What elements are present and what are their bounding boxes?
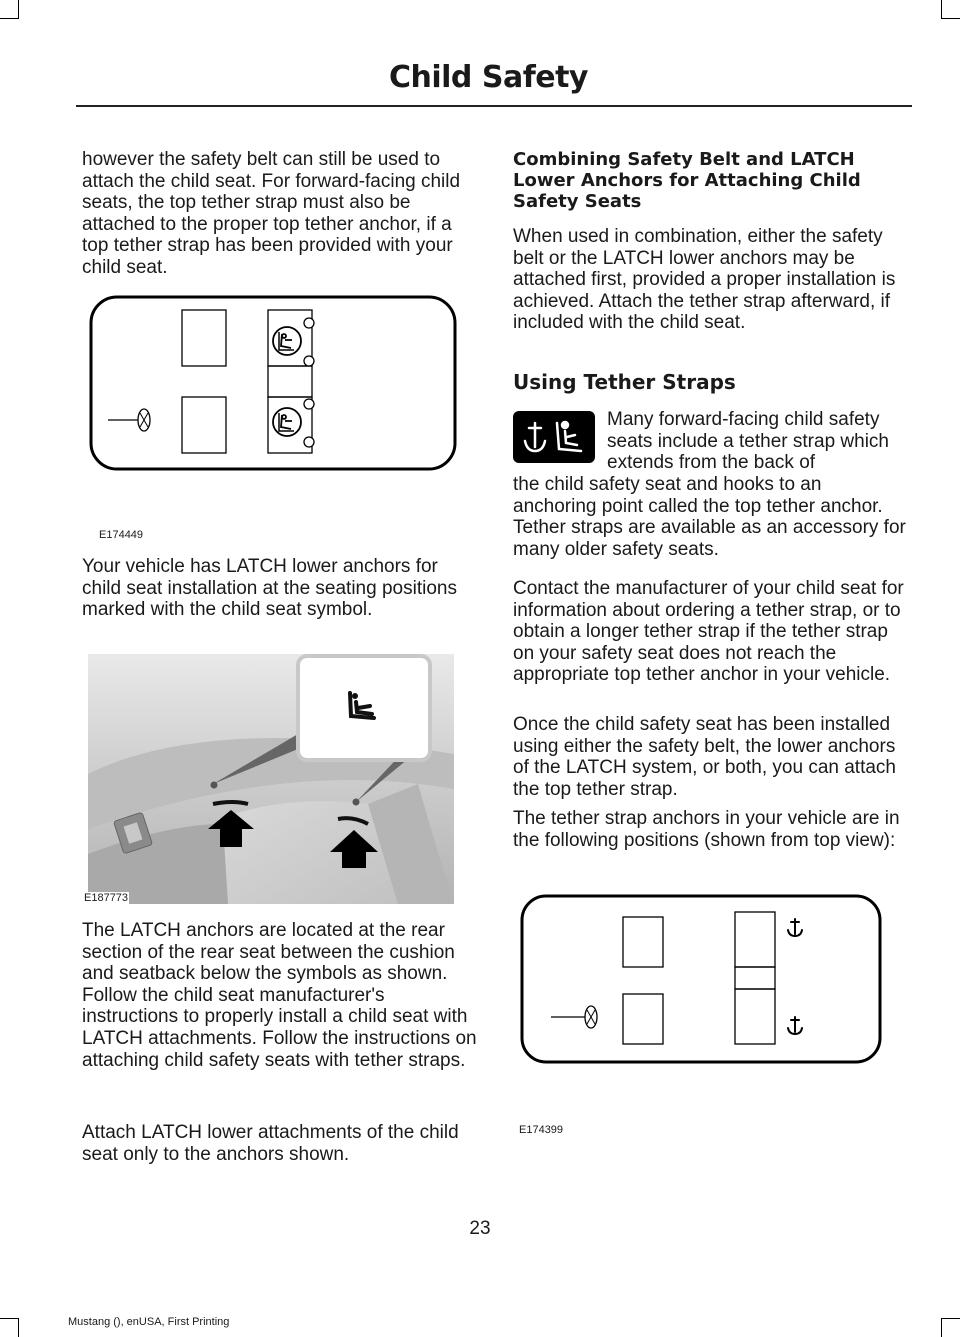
rear-seat-right (735, 989, 775, 1044)
latch-positions-diagram (88, 294, 458, 472)
edition-footer: Mustang (), enUSA, First Printing (68, 1316, 230, 1328)
rear-seat-left (182, 397, 226, 453)
left-paragraph-2: Your vehicle has LATCH lower anchors for child seat installation at the seating positions marked with the child seat symbol. (82, 556, 457, 621)
crop-mark (18, 1318, 19, 1337)
right-paragraph-2-top: Many forward-facing child safety seats include a tether strap which extends from the back of (607, 409, 889, 474)
right-paragraph-1: When used in combination, either the safety belt or the LATCH lower anchors may be attached first, provided a proper installation is achieved. Attach the tether strap afterward, if included with the child seat. (513, 226, 896, 334)
header-divider (76, 105, 912, 107)
crop-mark (941, 18, 960, 19)
rear-seat-left (623, 994, 663, 1044)
anchor-icon (788, 919, 802, 936)
right-paragraph-3: Contact the manufacturer of your child seat for information about ordering a tether strap, or to obtain a longer tether strap if the tether strap on your safety seat does not reach the appropriate top tether anchor in your vehicle. (513, 578, 904, 686)
left-paragraph-4: Attach LATCH lower attachments of the child seat only to the anchors shown. (82, 1122, 459, 1165)
section-heading: Combining Safety Belt and LATCH Lower Anchors for Attaching Child Safety Seats (513, 149, 861, 212)
left-paragraph-3: The LATCH anchors are located at the rear section of the rear seat between the cushion and seatback below the symbols as shown. Follow the child seat manufacturer's instructions to properly install a child seat with LATCH attachments. Follow the instructions on attaching child safety seats with tether straps. (82, 920, 477, 1071)
front-seat-left (623, 917, 663, 967)
tether-anchor-child-seat-icon (513, 411, 595, 463)
page-title: Child Safety (388, 60, 588, 95)
tether-anchor-positions-diagram (519, 893, 885, 1065)
figure-code: E174449 (99, 529, 144, 541)
right-paragraph-4: Once the child safety seat has been installed using either the safety belt, the lower anchors of the LATCH system, or both, you can attach the top tether strap. (513, 714, 896, 800)
crop-mark (941, 1318, 942, 1337)
crop-mark (941, 1318, 960, 1319)
crop-mark (18, 0, 19, 19)
figure-code: E174399 (519, 1124, 564, 1136)
crop-mark (941, 0, 942, 19)
page-number: 23 (469, 1218, 491, 1239)
right-paragraph-5: The tether strap anchors in your vehicle are in the following positions (shown from top view): (513, 808, 900, 851)
crop-mark (0, 18, 19, 19)
front-seat-right (735, 912, 775, 967)
child-seat-latch-icon (273, 327, 301, 355)
crop-mark (0, 1318, 19, 1319)
latch-location-illustration (88, 654, 454, 904)
steering-wheel-icon (108, 409, 150, 431)
front-seat-left (182, 310, 226, 366)
left-paragraph-1: however the safety belt can still be used to attach the child seat. For forward-facing child seats, the top tether strap must also be attached to the proper top tether anchor, if a top tether strap has been provided with your child seat. (82, 149, 461, 278)
steering-wheel-icon (551, 1006, 597, 1028)
section-heading: Using Tether Straps (513, 370, 736, 394)
right-paragraph-2-rest: the child safety seat and hooks to an anchoring point called the top tether anchor. Tether straps are available as an accessory for many older safety seats. (513, 474, 906, 560)
anchor-icon (788, 1017, 802, 1034)
child-seat-latch-icon (273, 408, 301, 436)
figure-code: E187773 (84, 892, 129, 904)
